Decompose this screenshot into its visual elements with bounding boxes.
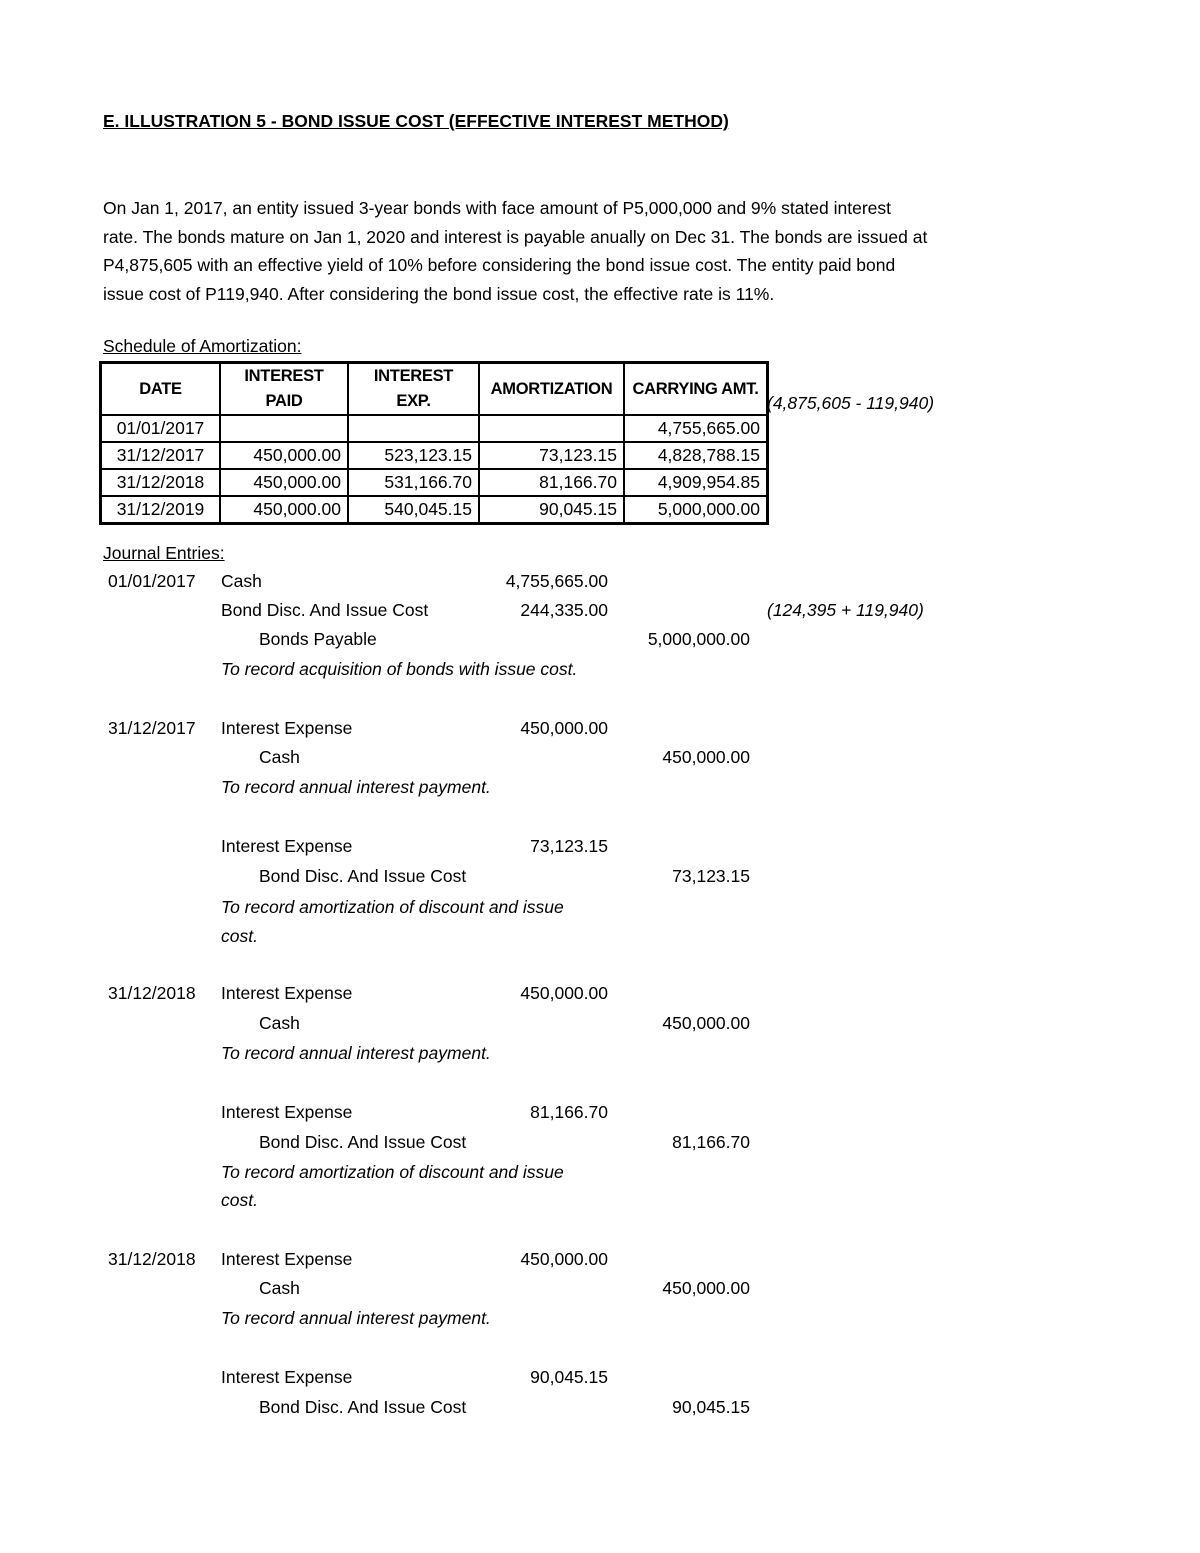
journal-account: Cash: [259, 1013, 300, 1033]
journal-account: Interest Expense: [221, 983, 353, 1003]
cell-amortization: 90,045.15: [479, 496, 624, 524]
journal-explanation: To record annual interest payment.: [221, 1043, 491, 1063]
journal-date: 31/12/2018: [108, 1249, 196, 1269]
journal-debit: 90,045.15: [530, 1367, 608, 1387]
cell-interest-paid: 450,000.00: [220, 496, 348, 524]
header-date: DATE: [101, 363, 221, 416]
journal-explanation: To record annual interest payment.: [221, 777, 491, 797]
cell-carrying-amt: 4,755,665.00: [624, 415, 768, 442]
journal-account: Interest Expense: [221, 1367, 353, 1387]
journal-credit: 90,045.15: [672, 1397, 750, 1417]
journal-credit: 450,000.00: [662, 747, 750, 767]
journal-account: Bonds Payable: [259, 629, 377, 649]
journal-credit: 5,000,000.00: [647, 629, 750, 649]
cell-interest-paid: 450,000.00: [220, 469, 348, 496]
journal-explanation: To record annual interest payment.: [221, 1308, 491, 1328]
journal-debit: 450,000.00: [520, 983, 608, 1003]
table-row: [101, 469, 768, 496]
journal-account: Cash: [259, 1278, 300, 1298]
header-amortization: AMORTIZATION: [479, 363, 624, 416]
journal-credit: 73,123.15: [672, 866, 750, 886]
cell-amortization: [479, 415, 624, 442]
paragraph-line: issue cost of P119,940. After considering the bond issue cost, the effective rate is 11%.: [103, 283, 775, 304]
cell-interest-exp: 531,166.70: [348, 469, 479, 496]
journal-account: Bond Disc. And Issue Cost: [221, 600, 429, 620]
paragraph-line: On Jan 1, 2017, an entity issued 3-year bonds with face amount of P5,000,000 and 9% stated interest: [103, 198, 892, 218]
journal-date: 01/01/2017: [108, 571, 196, 591]
cell-date: 31/12/2017: [101, 442, 221, 469]
header-carrying-amt: CARRYING AMT.: [624, 363, 768, 416]
journal-debit: 4,755,665.00: [505, 571, 608, 591]
journal-account: Interest Expense: [221, 1249, 353, 1269]
cell-interest-paid: [220, 415, 348, 442]
journal-account: Bond Disc. And Issue Cost: [259, 1132, 467, 1152]
cell-interest-exp: 523,123.15: [348, 442, 479, 469]
cell-carrying-amt: 4,828,788.15: [624, 442, 768, 469]
document-title: E. ILLUSTRATION 5 - BOND ISSUE COST (EFFECTIVE INTEREST METHOD): [103, 111, 729, 131]
journal-explanation: To record amortization of discount and issue: [221, 897, 564, 917]
journal-credit: 450,000.00: [662, 1013, 750, 1033]
journal-debit: 81,166.70: [530, 1102, 608, 1122]
journal-credit: 450,000.00: [662, 1278, 750, 1298]
journal-explanation: cost.: [221, 1190, 258, 1210]
carrying-amount-note: (4,875,605 - 119,940): [767, 393, 935, 413]
journal-account: Bond Disc. And Issue Cost: [259, 1397, 467, 1417]
journal-account: Interest Expense: [221, 1102, 353, 1122]
journal-account: Interest Expense: [221, 836, 353, 856]
cell-date: 01/01/2017: [101, 415, 221, 442]
cell-date: 31/12/2018: [101, 469, 221, 496]
journal-note: (124,395 + 119,940): [767, 600, 924, 620]
cell-date: 31/12/2019: [101, 496, 221, 524]
amortization-table: [99, 361, 769, 525]
schedule-label: Schedule of Amortization:: [103, 336, 302, 356]
journal-account: Interest Expense: [221, 718, 353, 738]
table-row: [101, 415, 768, 442]
journal-debit: 450,000.00: [520, 1249, 608, 1269]
cell-amortization: 81,166.70: [479, 469, 624, 496]
header-interest-exp: INTEREST EXP.: [348, 363, 479, 416]
journal-debit: 244,335.00: [520, 600, 608, 620]
cell-carrying-amt: 4,909,954.85: [624, 469, 768, 496]
journal-debit: 450,000.00: [520, 718, 608, 738]
journal-explanation: To record acquisition of bonds with issue cost.: [221, 659, 578, 679]
table-header-row: [101, 363, 768, 416]
cell-amortization: 73,123.15: [479, 442, 624, 469]
table-row: [101, 496, 768, 524]
paragraph-line: rate. The bonds mature on Jan 1, 2020 and interest is payable anually on Dec 31. The bonds are issued at: [103, 226, 928, 247]
journal-account: Cash: [259, 747, 300, 767]
journal-date: 31/12/2018: [108, 983, 196, 1003]
header-interest-paid: INTEREST PAID: [220, 363, 348, 416]
paragraph-line: P4,875,605 with an effective yield of 10% before considering the bond issue cost. The entity paid bond: [103, 255, 896, 275]
journal-credit: 81,166.70: [672, 1132, 750, 1152]
table-row: [101, 442, 768, 469]
cell-carrying-amt: 5,000,000.00: [624, 496, 768, 524]
journal-account: Bond Disc. And Issue Cost: [259, 866, 467, 886]
journal-explanation: cost.: [221, 926, 258, 946]
cell-interest-paid: 450,000.00: [220, 442, 348, 469]
journal-account: Cash: [221, 571, 262, 591]
journal-debit: 73,123.15: [530, 836, 608, 856]
cell-interest-exp: 540,045.15: [348, 496, 479, 524]
journal-explanation: To record amortization of discount and issue: [221, 1162, 564, 1182]
problem-statement: [103, 194, 1063, 308]
journal-label: Journal Entries:: [103, 543, 225, 563]
cell-interest-exp: [348, 415, 479, 442]
journal-date: 31/12/2017: [108, 718, 196, 738]
